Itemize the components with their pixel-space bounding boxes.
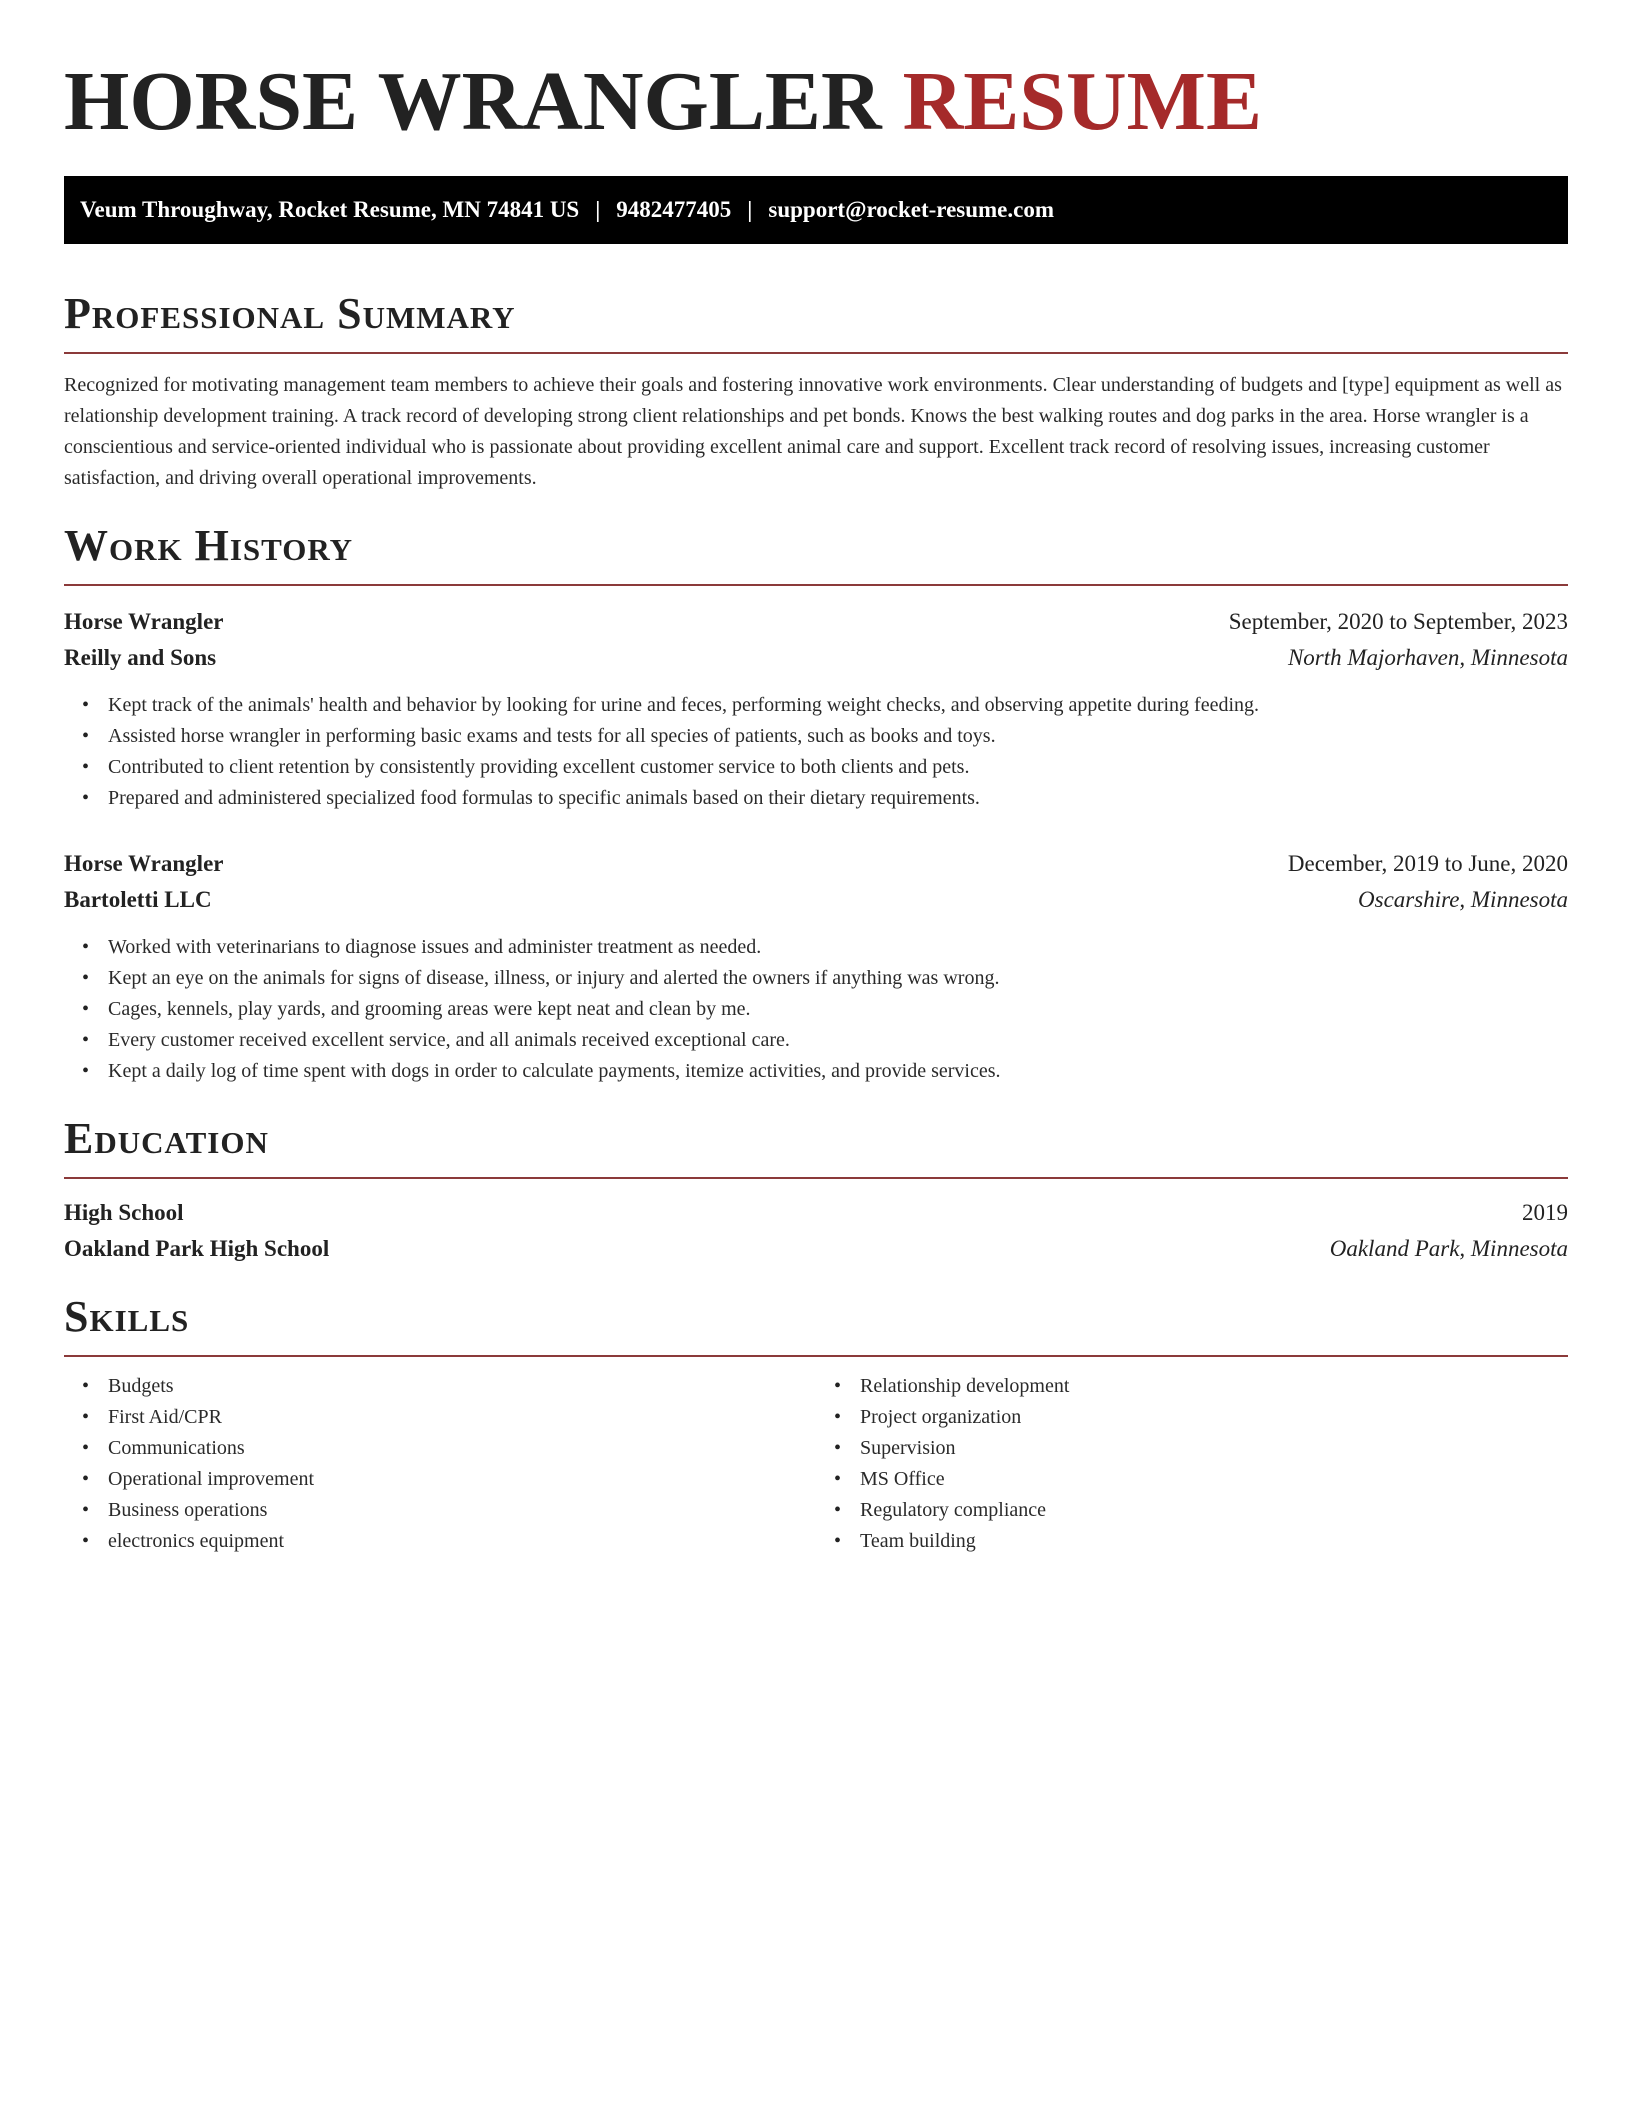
list-item: • Prepared and administered specialized food formulas to specific animals based on their dietary requirements. <box>108 783 1568 814</box>
job-company: Bartoletti LLC <box>64 887 212 912</box>
job-entry <box>64 604 1568 814</box>
resume-title <box>64 52 1568 152</box>
education-school: Oakland Park High School <box>64 1236 330 1261</box>
education-year: 2019 <box>1522 1200 1568 1225</box>
summary-heading: Professional Summary <box>64 289 516 338</box>
work-history-heading: Work History <box>64 521 354 570</box>
section-divider <box>64 584 1568 586</box>
skill-item: • Communications <box>108 1433 816 1464</box>
skills-section <box>64 1291 1568 1557</box>
skills-columns <box>64 1371 1568 1557</box>
job-company-row <box>64 882 1568 918</box>
list-item: • Kept track of the animals' health and behavior by looking for urine and feces, performing weight checks, and observing appetite during feeding. <box>108 690 1568 721</box>
skill-item: • First Aid/CPR <box>108 1402 816 1433</box>
skills-list-right <box>816 1371 1568 1557</box>
job-header-row <box>64 604 1568 640</box>
list-item: • Contributed to client retention by consistently providing excellent customer service to both clients and pets. <box>108 752 1568 783</box>
section-divider <box>64 1355 1568 1357</box>
list-item: • Kept an eye on the animals for signs of disease, illness, or injury and alerted the owners if anything was wrong. <box>108 963 1568 994</box>
job-company: Reilly and Sons <box>64 645 217 670</box>
skill-item: • MS Office <box>860 1464 1568 1495</box>
job-entry <box>64 846 1568 1087</box>
skills-list-left <box>64 1371 816 1557</box>
education-heading: Education <box>64 1114 269 1163</box>
education-school-row <box>64 1231 1568 1267</box>
education-section <box>64 1113 1568 1267</box>
job-location: Oscarshire, Minnesota <box>1358 887 1568 912</box>
section-divider <box>64 1177 1568 1179</box>
job-dates: September, 2020 to September, 2023 <box>1228 609 1568 634</box>
contact-separator: | <box>747 197 753 222</box>
skill-item: • Supervision <box>860 1433 1568 1464</box>
title-accent: RESUME <box>902 55 1262 148</box>
job-duties-list <box>64 932 1568 1087</box>
skill-item: • Team building <box>860 1526 1568 1557</box>
contact-address: Veum Throughway, Rocket Resume, MN 74841 US <box>80 197 580 222</box>
list-item: • Cages, kennels, play yards, and grooming areas were kept neat and clean by me. <box>108 994 1568 1025</box>
title-main: HORSE WRANGLER <box>64 55 882 148</box>
job-title: Horse Wrangler <box>64 609 224 634</box>
education-header-row <box>64 1195 1568 1231</box>
skill-item: • Operational improvement <box>108 1464 816 1495</box>
section-divider <box>64 352 1568 354</box>
skill-item: • Business operations <box>108 1495 816 1526</box>
education-degree: High School <box>64 1200 184 1225</box>
contact-phone: 9482477405 <box>616 197 732 222</box>
job-location: North Majorhaven, Minnesota <box>1287 645 1568 670</box>
work-history-section <box>64 520 1568 1087</box>
job-dates: December, 2019 to June, 2020 <box>1287 851 1568 876</box>
job-company-row <box>64 640 1568 676</box>
job-title: Horse Wrangler <box>64 851 224 876</box>
list-item: • Every customer received excellent service, and all animals received exceptional care. <box>108 1025 1568 1056</box>
contact-email: support@rocket-resume.com <box>768 197 1055 222</box>
summary-text: Recognized for motivating management team members to achieve their goals and fostering innovative work environments. Clear understanding of budgets and [type] equipment as well as relationship development training. A track record of developing strong client relationships and pet bonds. Knows the best walking routes and dog parks in the area. Horse wrangler is a conscientious and service-oriented individual who is passionate about providing excellent animal care and support. Excellent track record of resolving issues, increasing customer satisfaction, and driving overall operational improvements. <box>64 374 1562 489</box>
skill-item: • Relationship development <box>860 1371 1568 1402</box>
job-duties-list <box>64 690 1568 814</box>
skill-item: • Budgets <box>108 1371 816 1402</box>
skill-item: • Regulatory compliance <box>860 1495 1568 1526</box>
summary-section <box>64 288 1568 494</box>
education-entry <box>64 1195 1568 1267</box>
skill-item: • electronics equipment <box>108 1526 816 1557</box>
list-item: • Assisted horse wrangler in performing basic exams and tests for all species of patients, such as books and toys. <box>108 721 1568 752</box>
contact-separator: | <box>595 197 601 222</box>
skill-item: • Project organization <box>860 1402 1568 1433</box>
education-location: Oakland Park, Minnesota <box>1329 1236 1568 1261</box>
job-header-row <box>64 846 1568 882</box>
list-item: • Kept a daily log of time spent with dogs in order to calculate payments, itemize activities, and provide services. <box>108 1056 1568 1087</box>
list-item: • Worked with veterinarians to diagnose issues and administer treatment as needed. <box>108 932 1568 963</box>
skills-heading: Skills <box>64 1292 190 1341</box>
contact-bar <box>64 176 1568 244</box>
